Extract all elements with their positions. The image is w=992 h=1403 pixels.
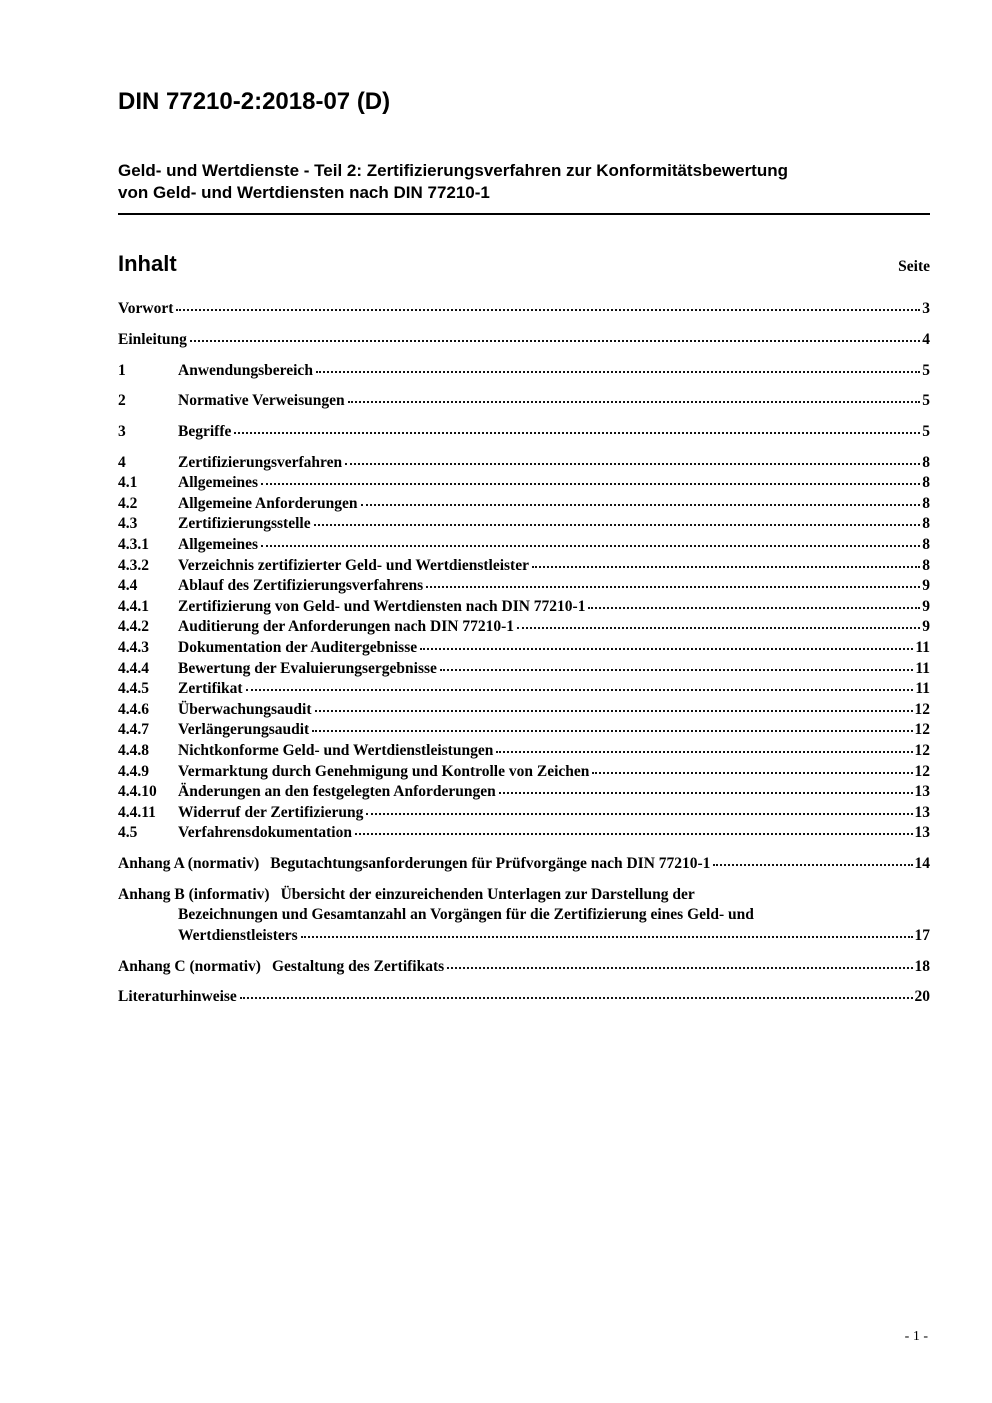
- toc-entry-title: Normative Verweisungen: [178, 392, 345, 410]
- toc-section-number: 4.4.3: [118, 639, 149, 656]
- dot-leader: [361, 504, 921, 506]
- toc-section-number: 4.4.10: [118, 783, 157, 801]
- dot-leader: [301, 936, 913, 938]
- toc-line: [118, 741, 930, 762]
- toc-page-number: 8: [922, 535, 930, 553]
- toc-entry-title: Vorwort: [118, 300, 174, 318]
- toc-entry-title: Gestaltung des Zertifikats: [271, 957, 445, 975]
- dot-leader: [261, 545, 920, 547]
- toc-entry: [118, 453, 930, 474]
- dot-leader: [190, 340, 920, 342]
- toc-entry-title: Allgemeines: [178, 535, 259, 553]
- toc-page-number: 9: [922, 577, 930, 595]
- page-number-footer: - 1 -: [904, 1329, 928, 1344]
- toc-annex-label: Anhang B (informativ): [118, 885, 270, 903]
- dot-leader: [312, 730, 912, 732]
- toc-page-number: 8: [922, 474, 930, 492]
- toc-entry-title: Begriffe: [178, 422, 232, 440]
- toc-section-number: 4: [118, 453, 126, 471]
- toc-page-number: 11: [915, 639, 930, 656]
- toc-section-number: 4.4.6: [118, 700, 149, 718]
- toc-page-number: 17: [914, 926, 930, 944]
- toc-entry: [118, 987, 930, 1008]
- dot-leader: [426, 586, 920, 588]
- dot-leader: [234, 432, 920, 434]
- toc-section-number: 1: [118, 361, 126, 379]
- toc-page-number: 11: [915, 659, 930, 677]
- toc-entry: [118, 782, 930, 803]
- document-id: DIN 77210-2:2018-07 (D): [118, 88, 391, 115]
- dot-leader: [440, 669, 913, 671]
- toc-entry-title: Zertifizierung von Geld- und Wertdiensten nach DIN 77210-1: [178, 597, 586, 615]
- toc-entry: [118, 330, 930, 351]
- toc-line: [118, 700, 930, 721]
- dot-leader: [316, 371, 920, 373]
- toc-page-number: 4: [922, 331, 930, 349]
- dot-leader: [499, 792, 913, 794]
- dot-leader: [592, 772, 912, 774]
- toc-entry: [118, 957, 930, 978]
- toc-section-number: 4.4: [118, 577, 138, 595]
- toc-line: [118, 422, 930, 443]
- toc-line: [118, 720, 930, 741]
- toc-entry-title: Änderungen an den festgelegten Anforderungen: [178, 783, 496, 801]
- toc-entry-title: Einleitung: [118, 331, 187, 349]
- toc-section-number: 4.4.7: [118, 721, 149, 739]
- toc-entry: [118, 514, 930, 535]
- toc-page-number: 13: [914, 803, 930, 821]
- toc-entry: [118, 597, 930, 618]
- toc-entry: [118, 638, 930, 659]
- toc-section-number: 4.4.2: [118, 618, 149, 636]
- toc-entry-title: Zertifizierungsverfahren: [178, 453, 343, 471]
- toc-line: [118, 330, 930, 351]
- toc-annex-label: Anhang A (normativ): [118, 855, 260, 873]
- toc-entry-title: Nichtkonforme Geld- und Wertdienstleistungen: [178, 742, 494, 760]
- toc-line: [118, 957, 930, 978]
- toc-section-number: 4.4.9: [118, 762, 149, 780]
- toc-section-number: 3: [118, 422, 126, 440]
- toc-page-number: 13: [914, 824, 930, 842]
- toc-entry-title: Vermarktung durch Genehmigung und Kontrolle von Zeichen: [178, 762, 590, 780]
- toc-entry: [118, 617, 930, 638]
- toc-entry-title: Zertifizierungsstelle: [178, 515, 311, 533]
- toc-line: [118, 885, 930, 906]
- dot-leader: [261, 483, 920, 485]
- toc-entry: [118, 803, 930, 824]
- toc-page-number: 5: [922, 392, 930, 410]
- dot-leader: [176, 309, 920, 311]
- toc-entry-title: Wertdienstleisters: [178, 926, 298, 944]
- toc-page-number: 8: [922, 494, 930, 512]
- toc-section-number: 4.3.1: [118, 535, 149, 553]
- toc-entry: [118, 391, 930, 412]
- toc-entry: [118, 299, 930, 320]
- toc-page-number: 8: [922, 556, 930, 574]
- toc-entry-title: Anwendungsbereich: [178, 361, 313, 379]
- toc-section-number: 4.2: [118, 494, 138, 512]
- toc-annex-label: Anhang C (normativ): [118, 957, 261, 975]
- dot-leader: [366, 813, 912, 815]
- toc-page-number: 8: [922, 453, 930, 471]
- dot-leader: [240, 997, 913, 999]
- dot-leader: [420, 648, 913, 650]
- toc-list: [118, 299, 930, 1007]
- toc-line: [118, 391, 930, 412]
- toc-line: [118, 854, 930, 875]
- toc-line: [118, 473, 930, 494]
- toc-line: [118, 535, 930, 556]
- document-title-line-1: Geld- und Wertdienste - Teil 2: Zertifizierungsverfahren zur Konformitätsbewertung: [118, 160, 788, 180]
- dot-leader: [314, 524, 921, 526]
- toc-page-number: 9: [922, 597, 930, 615]
- toc-line: [118, 453, 930, 474]
- toc-line: [118, 299, 930, 320]
- toc-line: [118, 576, 930, 597]
- toc-line: [118, 514, 930, 535]
- toc-page-number: 14: [914, 855, 930, 873]
- dot-leader: [447, 967, 912, 969]
- toc-entry-title: Allgemeines: [178, 474, 259, 492]
- dot-leader: [517, 627, 920, 629]
- toc-page-number: 5: [922, 422, 930, 440]
- dot-leader: [713, 864, 912, 866]
- toc-entry-title: Bezeichnungen und Gesamtanzahl an Vorgängen für die Zertifizierung eines Geld- und: [178, 906, 754, 924]
- toc-page-column-heading: Seite: [898, 258, 930, 276]
- toc-line: [118, 597, 930, 618]
- toc-section-number: 4.5: [118, 824, 138, 842]
- toc-heading: Inhalt: [118, 251, 177, 277]
- toc-entry: [118, 679, 930, 700]
- toc-page-number: 5: [922, 361, 930, 379]
- toc-page-number: 18: [914, 957, 930, 975]
- toc-entry: [118, 700, 930, 721]
- toc-entry-title: Überwachungsaudit: [178, 700, 312, 718]
- dot-leader: [315, 710, 913, 712]
- toc-entry-title: Übersicht der einzureichenden Unterlagen zur Darstellung der: [280, 885, 695, 903]
- toc-entry: [118, 741, 930, 762]
- dot-leader: [345, 463, 920, 465]
- toc-entry: [118, 885, 930, 947]
- toc-line: [118, 617, 930, 638]
- toc-page-number: 12: [914, 742, 930, 760]
- toc-line: [118, 556, 930, 577]
- toc-entry-title: Verfahrensdokumentation: [178, 824, 352, 842]
- toc-entry: [118, 762, 930, 783]
- dot-leader: [532, 566, 920, 568]
- toc-page-number: 12: [914, 762, 930, 780]
- toc-line: [118, 823, 930, 844]
- toc-entry-title: Verlängerungsaudit: [178, 721, 310, 739]
- toc-section-number: 4.4.11: [118, 803, 156, 821]
- toc-line: [118, 782, 930, 803]
- toc-entry: [118, 556, 930, 577]
- toc-line: [118, 679, 930, 700]
- toc-page-number: 13: [914, 783, 930, 801]
- toc-section-number: 4.4.8: [118, 742, 149, 760]
- toc-section-number: 4.4.4: [118, 659, 149, 677]
- toc-line: [118, 926, 930, 947]
- toc-entry-title: Verzeichnis zertifizierter Geld- und Wertdienstleister: [178, 556, 529, 574]
- toc-entry: [118, 823, 930, 844]
- toc-header: [118, 251, 930, 277]
- dot-leader: [588, 607, 920, 609]
- dot-leader: [496, 751, 912, 753]
- toc-line: [118, 494, 930, 515]
- toc-entry-title: Allgemeine Anforderungen: [178, 494, 358, 512]
- toc-page-number: 12: [914, 721, 930, 739]
- dot-leader: [355, 833, 913, 835]
- toc-entry-title: Literaturhinweise: [118, 988, 237, 1006]
- toc-entry: [118, 659, 930, 680]
- toc-entry: [118, 854, 930, 875]
- toc-line: [118, 659, 930, 680]
- toc-section-number: 4.3.2: [118, 556, 149, 574]
- document-title: [118, 160, 930, 216]
- toc-page-number: 11: [915, 680, 930, 698]
- toc-section-number: 4.3: [118, 515, 138, 533]
- toc-page-number: 3: [922, 300, 930, 318]
- toc-entry-title: Ablauf des Zertifizierungsverfahrens: [178, 577, 424, 595]
- toc-section-number: 4.1: [118, 474, 138, 492]
- toc-line: [118, 762, 930, 783]
- toc-entry-title: Widerruf der Zertifizierung: [178, 803, 364, 821]
- toc-entry-title: Auditierung der Anforderungen nach DIN 77210-1: [178, 618, 515, 636]
- toc-entry: [118, 576, 930, 597]
- toc-entry-title: Begutachtungsanforderungen für Prüfvorgänge nach DIN 77210-1: [270, 855, 711, 873]
- toc-section-number: 4.4.5: [118, 680, 149, 698]
- toc-entry-title: Zertifikat: [178, 680, 243, 698]
- toc-entry: [118, 535, 930, 556]
- toc-line: [118, 638, 930, 659]
- toc-entry-title: Bewertung der Evaluierungsergebnisse: [178, 659, 437, 677]
- toc-line: [118, 803, 930, 824]
- toc-entry: [118, 473, 930, 494]
- toc-page-number: 12: [914, 700, 930, 718]
- dot-leader: [246, 689, 914, 691]
- toc-entry: [118, 720, 930, 741]
- toc-section-number: 2: [118, 392, 126, 410]
- toc-page-number: 20: [914, 988, 930, 1006]
- toc-page-number: 8: [922, 515, 930, 533]
- dot-leader: [348, 401, 921, 403]
- toc-line: [118, 987, 930, 1008]
- toc-page-number: 9: [922, 618, 930, 636]
- toc-line: [118, 361, 930, 382]
- toc-entry: [118, 422, 930, 443]
- toc-entry: [118, 361, 930, 382]
- toc-section-number: 4.4.1: [118, 597, 149, 615]
- document-title-line-2: von Geld- und Wertdiensten nach DIN 77210-1: [118, 183, 490, 203]
- toc-line: [118, 905, 930, 926]
- toc-entry-title: Dokumentation der Auditergebnisse: [178, 639, 418, 656]
- toc-entry: [118, 494, 930, 515]
